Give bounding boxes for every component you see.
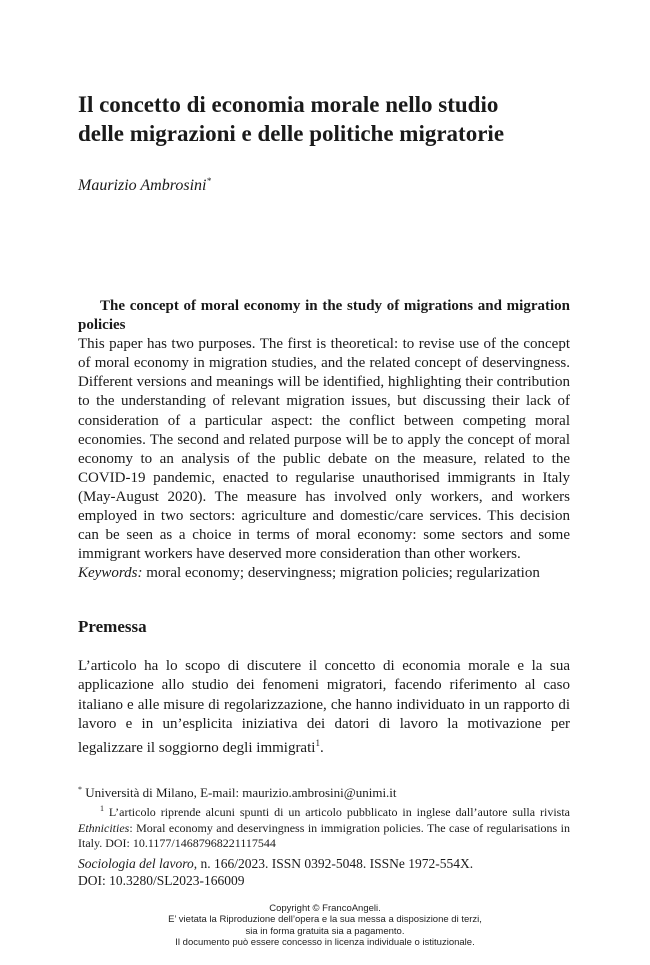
section-heading: Premessa: [78, 617, 147, 636]
affiliation-text: Università di Milano, E-mail: maurizio.ambrosini@unimi.it: [82, 785, 397, 800]
abstract-body: This paper has two purposes. The first is theoretical: to revise use of the concept of moral economy in migration studies, and the related concept of deservingness. Different versions and meanings will be identified, highlighting their contribution to the understanding of relevant migration issues, but discussing their lack of consideration of a particular aspect: the conflict between competing moral economies. The second and related purpose will be to apply the concept of moral economy to an analysis of the public debate on the measure, related to the COVID-19 pandemic, enacted to regularise unauthorised immigrants in Italy (May-August 2020). The measure has involved only workers, and workers employed in two sectors: agriculture and domestic/care services. This decision can be seen as a choice in terms of moral economy: some sectors and some immigrant workers have deserved more consideration than other workers.: [78, 336, 570, 563]
footnote-1-text-a: L’articolo riprende alcuni spunti di un articolo pubblicato in inglese dall’autore sulla rivista: [104, 805, 570, 820]
copyright-line-1: Copyright © FrancoAngeli.: [269, 903, 381, 914]
journal-doi: DOI: 10.3280/SL2023-166009: [78, 872, 245, 888]
title-line-1: Il concetto di economia morale nello studio: [78, 92, 499, 117]
abstract-text: [78, 335, 570, 583]
section-text: L’articolo ha lo scopo di discutere il concetto di economia morale e la sua applicazione allo studio dei fenomeni migratori, facendo riferimento al caso italiano e alle misure di regolarizzazione, che hanno individuato in un rapporto di lavoro e in un’esplicita iniziativa dei datori di lavoro la motivazione per legalizzare il soggiorno degli immigrati: [78, 658, 570, 757]
author: [78, 176, 211, 195]
author-name: Maurizio Ambrosini: [78, 177, 207, 194]
title-line-2: delle migrazioni e delle politiche migratorie: [78, 121, 505, 146]
journal-details: , n. 166/2023. ISSN 0392-5048. ISSNe 1972-554X.: [193, 855, 474, 871]
footnotes: [78, 782, 570, 889]
keywords: moral economy; deservingness; migration policies; regularization: [142, 565, 540, 582]
copyright-line-3: sia in forma gratuita sia a pagamento.: [245, 925, 405, 937]
footnote-affiliation: [78, 782, 570, 801]
journal-name: Sociologia del lavoro: [78, 855, 194, 871]
section-text-end: .: [319, 740, 324, 757]
copyright-line-2: E’ vietata la Riproduzione dell’opera e la sua messa a disposizione di terzi,: [168, 914, 482, 926]
journal-info: [78, 855, 570, 889]
footnote-1: [78, 801, 570, 852]
keywords-label: Keywords:: [78, 565, 143, 582]
footnote-1-journal: Ethnicities: [78, 820, 130, 835]
footnote-1-text-b: : Moral economy and deservingness in immigration policies. The case of regularisations in Italy. DOI: 10.1177/14687968221117544: [78, 820, 570, 851]
footnote-ref: 1: [315, 738, 320, 749]
copyright-line-4: Il documento può essere concesso in licenza individuale o istituzionale.: [175, 937, 475, 949]
article-title: [78, 90, 598, 148]
abstract-title: The concept of moral economy in the study of migrations and migration policies: [78, 298, 570, 334]
footnote-1-mark: 1: [100, 804, 104, 814]
copyright-notice: [0, 903, 650, 949]
abstract: [78, 297, 570, 583]
author-footnote-mark: *: [206, 176, 211, 186]
section-paragraph: [78, 657, 570, 758]
affiliation-mark: *: [78, 785, 82, 794]
